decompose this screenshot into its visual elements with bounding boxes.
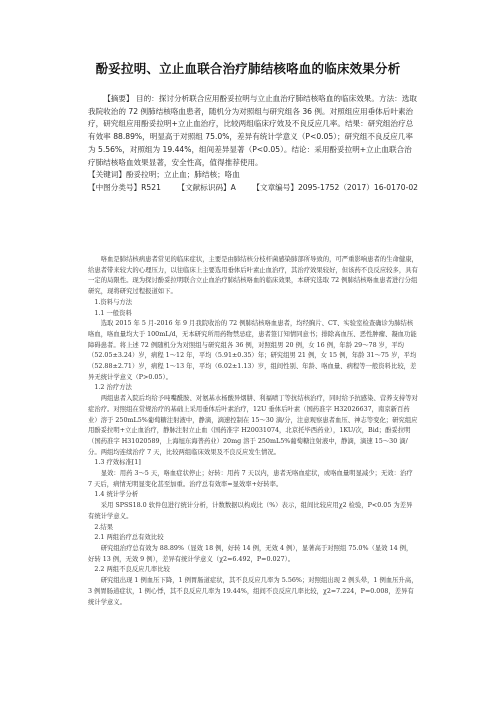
paragraph-1-4: 采用 SPSS18.0 软件包进行统计分析，计数数据以构成比（%）表示，组间比较应用χ2 检验，P<0.05 为差异有统计学意义。 — [88, 502, 413, 520]
subsection-heading-1-1: 1.1 一般资料 — [94, 309, 132, 317]
clc-number: 【中图分类号】R521 — [88, 182, 161, 192]
subsection-heading-2-1: 2.1 两组治疗总有效比较 — [94, 534, 164, 542]
intro-paragraph: 咯血是肺结核病患者常见的临床症状，主要是由肺结核分枝杆菌感染肺部所导致的，可严重影响患者的生命健康，给患者带来较大的心理压力，以往临床上主要选用垂体后叶素止血治疗，其治疗效果较好，但该药不良反应较多，具有一定的局限性。现为探讨酚妥拉明联合立止血治疗肺结核咯血的临床效果，本研究选取 72 例肺结核咯血患者进行分组研究，现将研究过程报道如下。 — [88, 256, 418, 296]
paragraph-2-2: 研究组出现 1 例血压下降，1 例胃肠道症状，其不良反应几率为 5.56%；对照组出现 2 例头晕，1 例血压升高，3 例胃肠道症状，1 例心悸，其不良反应几率为 19.44%，组间不良反应几率比较，χ2=7.224，P=0.008，差异有统计学意义。 — [88, 577, 418, 606]
paragraph-1-3: 显效：用药 3～5 天，咯血症状停止；好转：用药 7 天以内，患者无咯血症状，或咯血量明显减少；无效：治疗 7 天后，病情无明显变化甚至加重。治疗总有效率=显效率+好转率。 — [88, 470, 413, 488]
paragraph-2-1: 研究组治疗总有效为 88.89%（显效 18 例，好转 14 例，无效 4 例），显著高于对照组 75.0%（显效 14 例，好转 13 例，无效 9 例），差异有统计学意义（χ2=6.492，P=0.027）。 — [88, 544, 413, 563]
subsection-heading-1-4: 1.4 统计学分析 — [94, 491, 139, 499]
paper-title: 酚妥拉明、立止血联合治疗肺结核咯血的临床效果分析 — [95, 61, 401, 76]
section-heading-2: 2.结果 — [94, 523, 114, 531]
subsection-heading-2-2: 2.2 两组不良反应几率比较 — [94, 566, 170, 574]
abstract-text: 【摘要】 目的：探讨分析联合应用酚妥拉明与立止血治疗肺结核咯血的临床效果。方法：选取我院收治的 72 例肺结核咯血患者，随机分为对照组与研究组各 36 例。对照组应用垂体后叶素治疗，研究组应用酚妥拉明+立止血治疗，比较两组临床疗效及不良反应几率。结果：研究组治疗总有效率 88.89%，明显高于对照组 75.0%，差异有统计学意义（P<0.05）；研究组不良反应几率为 5.56%，对照组为 19.44%，组间差异显著（P<0.05）。结论：采用酚妥拉明+立止血联合治疗肺结核咯血效果显著，安全性高，值得推荐使用。 — [88, 94, 417, 167]
paragraph-1-2: 两组患者入院后均给予吨嘴酰胺、对氨基水杨酸异烟肼、利福喷丁等抗结核治疗，同时给予抗感染、营养支持等对症治疗。对照组在常规治疗的基础上采用垂体后叶素治疗，12U 垂体后叶素（国药准字 H32026637，南京新百药业）溶于 250mL5%葡萄糖注射液中，静滴，滴速控制在 15～30 滴/分，注意观察患者血压、神志等变化；研究组应用酚妥拉明+立止血治疗，静脉注射立止血（国药准字 H20031074，北京托毕西药业），1KU/次，Bid；酚妥拉明（国药准字 H31020589，上海旭东海普药业）20mg 溶于 250mL5%葡萄糖注射液中，静滴，滴速 15～30 滴/分。两组均连续治疗 7 天，比较两组临床效果及不良反应发生情况。 — [88, 395, 418, 456]
subsection-heading-1-2: 1.2 治疗方法 — [94, 384, 132, 392]
paragraph-1-1: 选取 2015 年 5 月-2016 年 9 月我院收治的 72 例肺结核咯血患者，均经胸片、CT、实验室检查确诊为肺结核咯血，咯血量均大于 100mL/d，无本研究所用药物禁忌症，患者签订知情同意书；排除高血压、恶性肿瘤、凝血功能障碍患者。将上述 72 例随机分为对照组与研究组各 36 例，对照组男 20 例，女 16 例，年龄 29～78 岁，平均（52.05±3.24）岁，病程 1～12 年，平均（5.91±0.35）年；研究组男 21 例，女 15 例，年龄 31～75 岁，平均（52.88±2.71）岁，病程 1～13 年，平均（6.02±1.13）岁，组间性别、年龄、咯血量、病程等一般资料比较，差异无统计学意义（P>0.05）。 — [88, 320, 417, 381]
classification-row — [88, 182, 418, 195]
keywords: 【关键词】酚妥拉明；立止血；肺结核；咯血 — [88, 170, 240, 180]
article-number: 【文章编号】2095-1752（2017）16-0170-02 — [252, 182, 418, 192]
abstract-block — [88, 93, 418, 195]
subsection-heading-1-3: 1.3 疗效标准[1] — [94, 459, 141, 467]
body-text — [88, 255, 418, 608]
section-heading-1: 1.资料与方法 — [94, 298, 133, 306]
document-code: 【文献标识码】A — [177, 182, 236, 192]
